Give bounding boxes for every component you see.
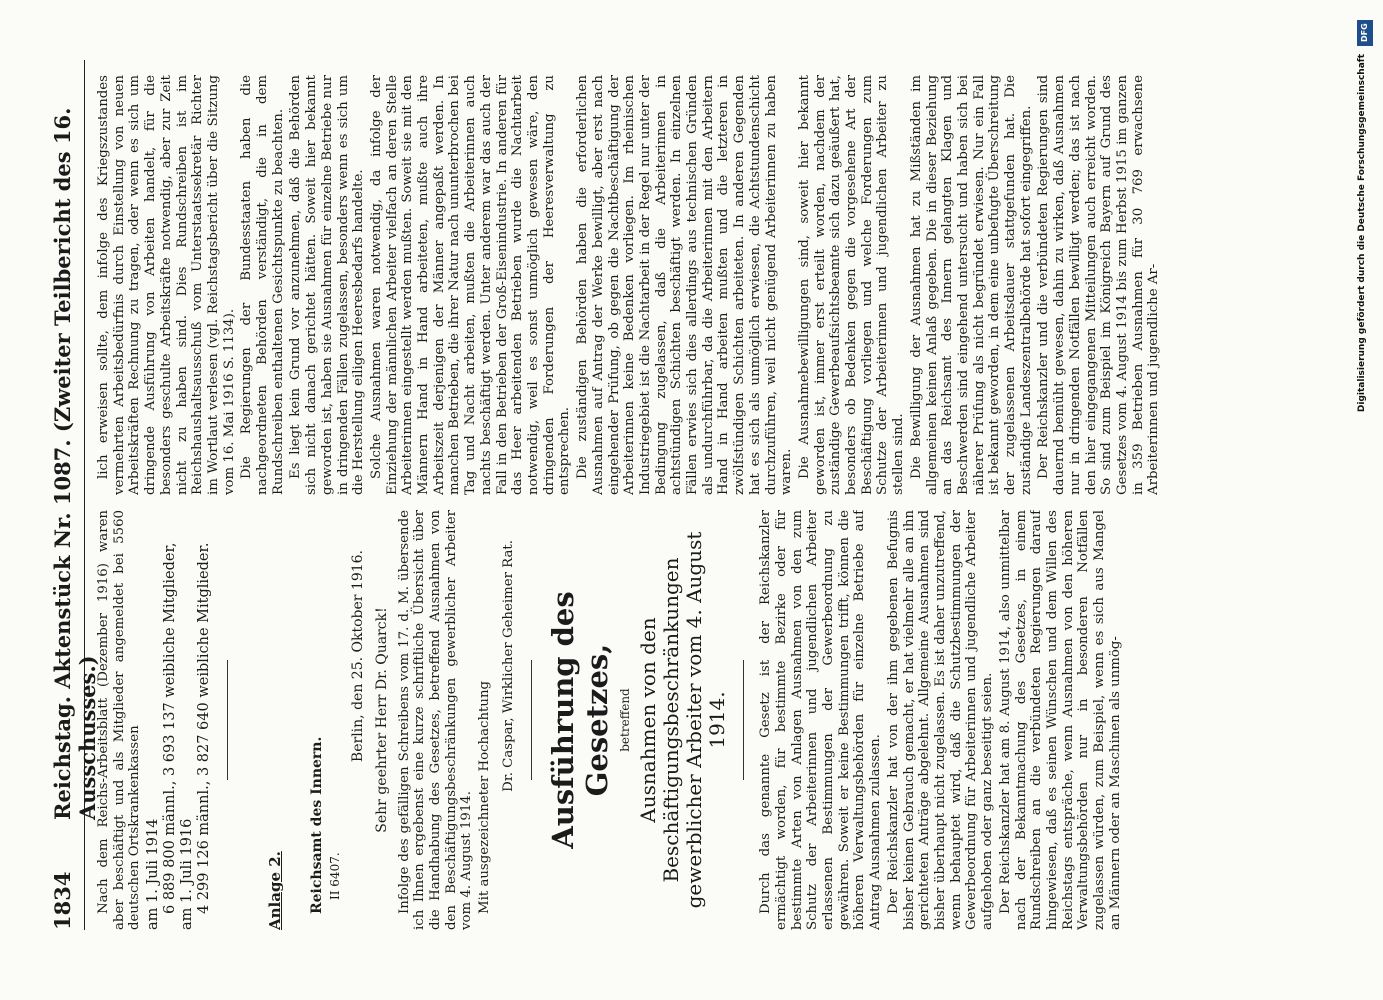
letter-body: Infolge des gefälligen Schreibens vom 17. d. M. übersende ich Ihnen ergebenst eine kurze schriftliche Übersicht über die Handhabung des Gesetzes, betreffend Ausnahmen von den Beschäftigungsbeschränkungen gewerblicher Arbeiter vom 4. August 1914. [396,510,475,930]
letter-salutation: Sehr geehrter Herr Dr. Quarck! [373,607,390,833]
paragraph: Der Reichskanzler hat am 8. August 1914, also unmittelbar nach der Bekanntmachung des Gesetzes, in einem Rundschreiben an die verbündeten Regierungen darauf hingewiesen, daß es seinen Wünschen und dem Willen des Reichstags entspräche, wenn Ausnahmen von den höheren Verwaltungsbehörden nur in besonderen Notfällen zugelassen würden, zum Beispiel, wenn es sich aus Mangel an Männern oder an Maschinen als unmög- [997,510,1123,930]
membership-stats [145,510,213,930]
page-header [40,60,100,930]
stats-line: am 1. Juli 1916 [179,818,196,930]
paragraph: Der Reichskanzler hat von der ihm gegebenen Befugnis bisher keinen Gebrauch gemacht, er hat vielmehr alle an ihn gerichteten Anträge abgelehnt. Allgemeine Ausnahmen sind bisher überhaupt nicht zugelassen. Es ist daher unzutreffend, wenn behauptet wird, daß die Schutzbestimmungen der Gewerbeordnung für Arbeiterinnen und jugendliche Arbeiter aufgehoben oder ganz beseitigt seien. [885,510,996,930]
letter-signature: Dr. Caspar, Wirklicher Geheimer Rat. [500,540,516,792]
paragraph: Die Regierungen der Bundesstaaten haben die nachgeordneten Behörden verständigt, die in dem Rundschreiben enthaltenen Gesichtspunkte zu beachten. [239,75,286,495]
stats-line: am 1. Juli 1914 [145,818,162,930]
office-name: Reichsamt des Innern. [308,736,325,914]
page-number: 1834 [50,871,75,930]
digitization-note: Digitalisierung gefördert durch die Deutsche Forschungsgemeinschaft [1357,54,1367,413]
divider [531,660,532,780]
divider [227,660,228,780]
column-left [96,510,1296,930]
paragraph: Die Bewilligung der Ausnahmen hat zu Mißständen im allgemeinen keinen Anlaß gegeben. Die in dieser Beziehung an das Reichsamt des Innern gelangten Klagen und Beschwerden sind eingehend untersucht und haben sich bei näherer Prüfung als nicht begründet erwiesen. Nur ein Fall ist bekannt geworden, in dem eine unbefugte Überschreitung der zugelassenen Arbeitsdauer stattgefunden hat. Die zuständige Landeszentralbehörde hat sofort eingegriffen. [908,75,1034,495]
appendix-heading: Anlage 2. [266,851,285,930]
dfg-logo: DFG [1357,20,1373,46]
paragraph: Es liegt kein Grund vor anzunehmen, daß die Behörden sich nicht danach gerichtet hätten. Soweit hier bekannt geworden ist, haben sie Ausnahmen für einzelne Betriebe nur in dringenden Fällen zugelassen, besonders wenn es sich um die Herstellung eiligen Heeresbedarfs handelte. [288,75,367,495]
reference-number: II 6407. [327,852,342,900]
paragraph: Solche Ausnahmen waren notwendig, da infolge der Einziehung der männlichen Arbeiter vielfach an deren Stelle Arbeiterinnen eingestellt werden mußten. Soweit sie mit den Männern Hand in Hand arbeiteten, mußte auch ihre Arbeitszeit derjenigen der Männer angepaßt werden. In manchen Betrieben, die ihrer Natur nach ununterbrochen bei Tag und Nacht arbeiten, mußten die Arbeiterinnen auch nachts beschäftigt werden. Unter anderem war das auch der Fall in den Betrieben der Groß-Eisenindustrie. In anderen für das Heer arbeitenden Betrieben wurde die Nachtarbeit notwendig, weil es sonst unmöglich gewesen wäre, den dringenden Forderungen der Heeresverwaltung zu entsprechen. [368,75,573,495]
stats-intro: Nach dem Reichs-Arbeitsblatt (Dezember 1916) waren aber beschäftigt und als Mitglieder angemeldet bei 5560 deutschen Ortskrankenkassen [96,510,143,930]
stats-line: 4 299 126 männl., 3 827 640 weibliche Mitglieder. [196,542,213,914]
section-title: Ausführung des Gesetzes, [545,591,614,849]
letter-date: Berlin, den 25. Oktober 1916. [350,550,367,763]
column-right [96,75,1296,495]
stats-line: 6 889 800 männl., 3 693 137 weibliche Mitglieder, [162,542,179,914]
paragraph: Die zuständigen Behörden haben die erforderlichen Ausnahmen auf Antrag der Werke bewilligt, aber erst nach eingehender Prüfung, ob gegen die Nachtbeschäftigung der Arbeiterinnen keine Bedenken vorliegen. Im rheinischen Industriegebiet ist die Nachtarbeit in der Regel nur unter der Bedingung zugelassen, daß die Arbeiterinnen in achtstündigen Schichten beschäftigt werden. In einzelnen Fällen erwies sich dies allerdings aus technischen Gründen als undurchführbar, da die Arbeiterinnen mit den Arbeitern Hand in Hand arbeiten mußten und die letzteren in zwölfstündigen Schichten arbeiteten. In anderen Gegenden hat es sich als unmöglich erwiesen, die Achtstundenschicht durchzuführen, weil nicht genügend Arbeiterinnen zu haben waren. [575,75,795,495]
letter-closing: Mit ausgezeichneter Hochachtung [477,680,493,914]
section-title-long: Ausnahmen von den Beschäftigungsbeschränkungen gewerblicher Arbeiter vom 4. August 1914. [636,531,730,909]
divider [743,660,744,780]
digitization-margin [1349,12,1381,988]
paragraph: lich erweisen sollte, dem infolge des Kriegszustandes vermehrten Arbeitsbedürfnis durch Einstellung von neuen Arbeitskräften Rechnung zu tragen, oder wenn es sich um dringende Ausführung von Arbeiten handelt, für die besonders geschulte Arbeitskräfte notwendig, aber zur Zeit nicht zu haben sind. Dies Rundschreiben ist im Reichshaushaltsausschuß vom Unterstaatssekretär Richter im Wortlaut verlesen (vgl. Reichstagsbericht über die Sitzung vom 16. Mai 1916 S. 1134). [96,75,237,495]
paragraph: Der Reichskanzler und die verbündeten Regierungen sind dauernd bemüht gewesen, dahin zu wirken, daß Ausnahmen nur in dringenden Notfällen bewilligt werden; das ist nach den hier eingegangenen Mitteilungen auch erreicht worden. So sind zum Beispiel im Königreich Bayern auf Grund des Gesetzes vom 4. August 1914 bis zum Herbst 1915 im ganzen in 359 Betrieben Ausnahmen für 30 769 erwachsene Arbeiterinnen und jugendliche Ar- [1036,75,1162,495]
paragraph: Durch das genannte Gesetz ist der Reichskanzler ermächtigt worden, für bestimmte Bezirke oder für bestimmte Arten von Anlagen Ausnahmen von den zum Schutz der Arbeiterinnen und jugendlichen Arbeiter erlassenen Bestimmungen der Gewerbeordnung zu gewähren. Soweit er keine Bestimmungen trifft, können die höheren Verwaltungsbehörden für einzelne Betriebe auf Antrag Ausnahmen zulassen. [758,510,884,930]
section-subtitle: betreffend [617,688,632,752]
running-title: Reichstag. Aktenstück Nr. 1087. (Zweiter Teilbericht des 16. Ausschusses.) [50,107,100,820]
paragraph: Die Ausnahmebewilligungen sind, soweit hier bekannt geworden ist, immer erst erteilt worden, nachdem der zuständige Gewerbeaufsichtsbeamte sich dazu geäußert hat, besonders ob Bedenken gegen die vorgesehene Art der Beschäftigung vorliegen und welche Forderungen zum Schutze der Arbeiterinnen und jugendlichen Arbeiter zu stellen sind. [796,75,907,495]
